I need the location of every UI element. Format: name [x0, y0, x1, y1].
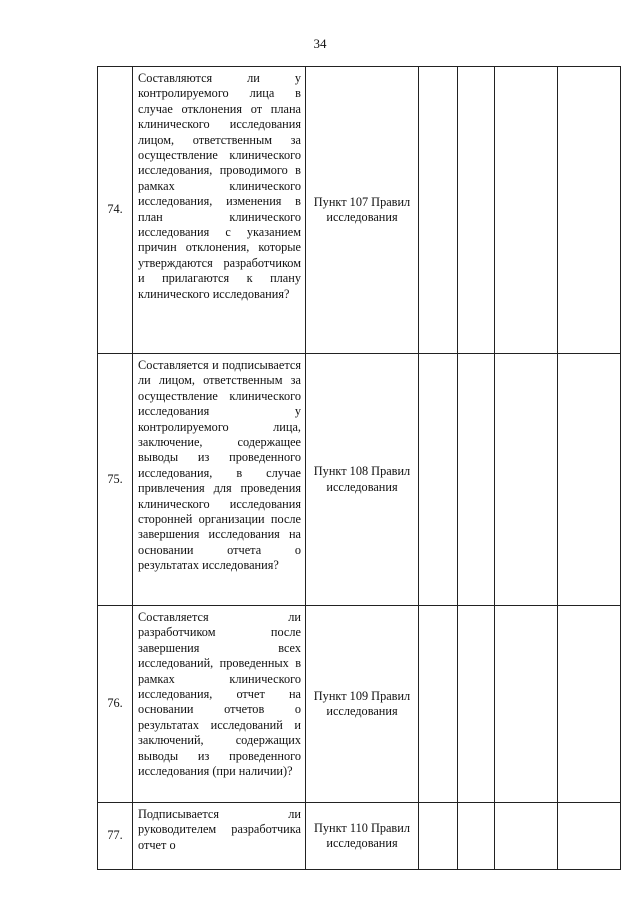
comment-cell	[558, 354, 621, 606]
reference-cell: Пункт 109 Правил исследования	[306, 606, 419, 803]
table-row	[98, 803, 621, 870]
reference-cell: Пункт 108 Правил исследования	[306, 354, 419, 606]
table-row	[98, 67, 621, 354]
answer-cell-no	[458, 803, 495, 870]
answer-cell-yes	[419, 803, 458, 870]
answer-cell-na	[495, 803, 558, 870]
answer-cell-no	[458, 606, 495, 803]
question-cell: Составляется и подписывается ли лицом, ответственным за осуществление клинического исследования у контролируемого лица, заключение, содержащее выводы из проведенного исследования, в случае привлечения для проведения клинического исследования сторонней организации после завершения исследования на основании отчета о результатах исследования?	[133, 354, 306, 606]
comment-cell	[558, 803, 621, 870]
answer-cell-na	[495, 606, 558, 803]
table-row	[98, 354, 621, 606]
table-row	[98, 606, 621, 803]
answer-cell-na	[495, 354, 558, 606]
question-cell: Подписывается ли руководителем разработчика отчет о	[133, 803, 306, 870]
answer-cell-no	[458, 67, 495, 354]
comment-cell	[558, 606, 621, 803]
checklist-table	[97, 66, 621, 870]
answer-cell-yes	[419, 354, 458, 606]
answer-cell-yes	[419, 606, 458, 803]
page-number: 34	[313, 36, 327, 51]
answer-cell-yes	[419, 67, 458, 354]
comment-cell	[558, 67, 621, 354]
row-number: 77.	[98, 803, 133, 870]
row-number: 75.	[98, 354, 133, 606]
question-cell: Составляются ли у контролируемого лица в случае отклонения от плана клинического исследования лицом, ответственным за осуществление клинического исследования, проводимого в рамках клинического исследования, изменения в план клинического исследования с указанием причин отклонения, которые утверждаются разработчиком и прилагаются к плану клинического исследования?	[133, 67, 306, 354]
answer-cell-na	[495, 67, 558, 354]
question-cell: Составляется ли разработчиком после завершения всех исследований, проведенных в рамках клинического исследования, отчет на основании отчетов о результатах исследований и заключений, содержащих выводы из проведенного исследования (при наличии)?	[133, 606, 306, 803]
reference-cell: Пункт 107 Правил исследования	[306, 67, 419, 354]
answer-cell-no	[458, 354, 495, 606]
row-number: 76.	[98, 606, 133, 803]
row-number: 74.	[98, 67, 133, 354]
reference-cell: Пункт 110 Правил исследования	[306, 803, 419, 870]
